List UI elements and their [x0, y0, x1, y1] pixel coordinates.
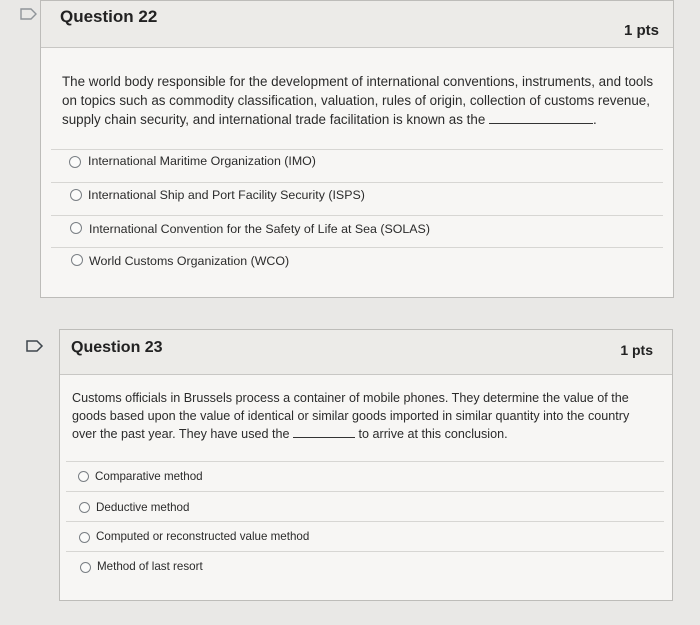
answer-label: Comparative method	[95, 470, 203, 483]
radio-button[interactable]	[80, 562, 91, 573]
radio-button[interactable]	[70, 222, 82, 234]
question-points: 1 pts	[623, 22, 659, 39]
question-title: Question 22	[60, 7, 158, 26]
question-text	[62, 72, 662, 129]
radio-button[interactable]	[79, 532, 90, 543]
answer-blank	[489, 111, 593, 124]
radio-button[interactable]	[71, 254, 83, 266]
answer-label: International Maritime Organization (IMO)	[88, 154, 316, 168]
answer-option[interactable]	[51, 215, 663, 248]
question-text-start: The world body responsible for the development of international conventions, instruments, and tools on topics such as commodity classification, valuation, rules of origin, collection of customs revenue, supply chain security, and international trade facilitation is known as the	[62, 74, 654, 127]
answer-label: Method of last resort	[97, 560, 203, 573]
answer-list	[66, 461, 664, 581]
answer-option[interactable]	[66, 551, 664, 582]
answer-blank	[293, 425, 355, 438]
question-header	[60, 330, 672, 375]
answer-label: International Convention for the Safety of Life at Sea (SOLAS)	[89, 222, 430, 236]
answer-label: World Customs Organization (WCO)	[89, 254, 290, 268]
question-text-start: Customs officials in Brussels process a container of mobile phones. They determine the value of the goods based upon the value of identical or similar goods imported in similar quantity into the country over the past year. They have used the	[72, 391, 630, 441]
answer-option[interactable]	[66, 491, 664, 522]
answer-option[interactable]	[66, 461, 664, 492]
answer-list	[51, 149, 663, 279]
question-card	[59, 329, 673, 601]
question-card	[40, 0, 674, 298]
answer-option[interactable]	[66, 521, 664, 552]
flag-icon[interactable]	[26, 340, 44, 352]
question-text-end: to arrive at this conclusion.	[358, 427, 508, 441]
answer-option[interactable]	[51, 149, 663, 182]
question-points: 1 pts	[620, 342, 653, 358]
answer-label: Deductive method	[96, 501, 190, 514]
flag-icon[interactable]	[20, 8, 38, 20]
question-title: Question 23	[71, 339, 163, 356]
radio-button[interactable]	[70, 189, 82, 201]
question-text-end: .	[593, 112, 597, 127]
answer-option[interactable]	[51, 247, 663, 280]
radio-button[interactable]	[78, 471, 89, 482]
radio-button[interactable]	[69, 156, 81, 168]
answer-label: International Ship and Port Facility Security (ISPS)	[88, 188, 365, 202]
answer-option[interactable]	[51, 182, 663, 215]
answer-label: Computed or reconstructed value method	[96, 530, 310, 543]
question-text	[72, 389, 652, 443]
question-header	[41, 1, 673, 48]
radio-button[interactable]	[79, 502, 90, 513]
